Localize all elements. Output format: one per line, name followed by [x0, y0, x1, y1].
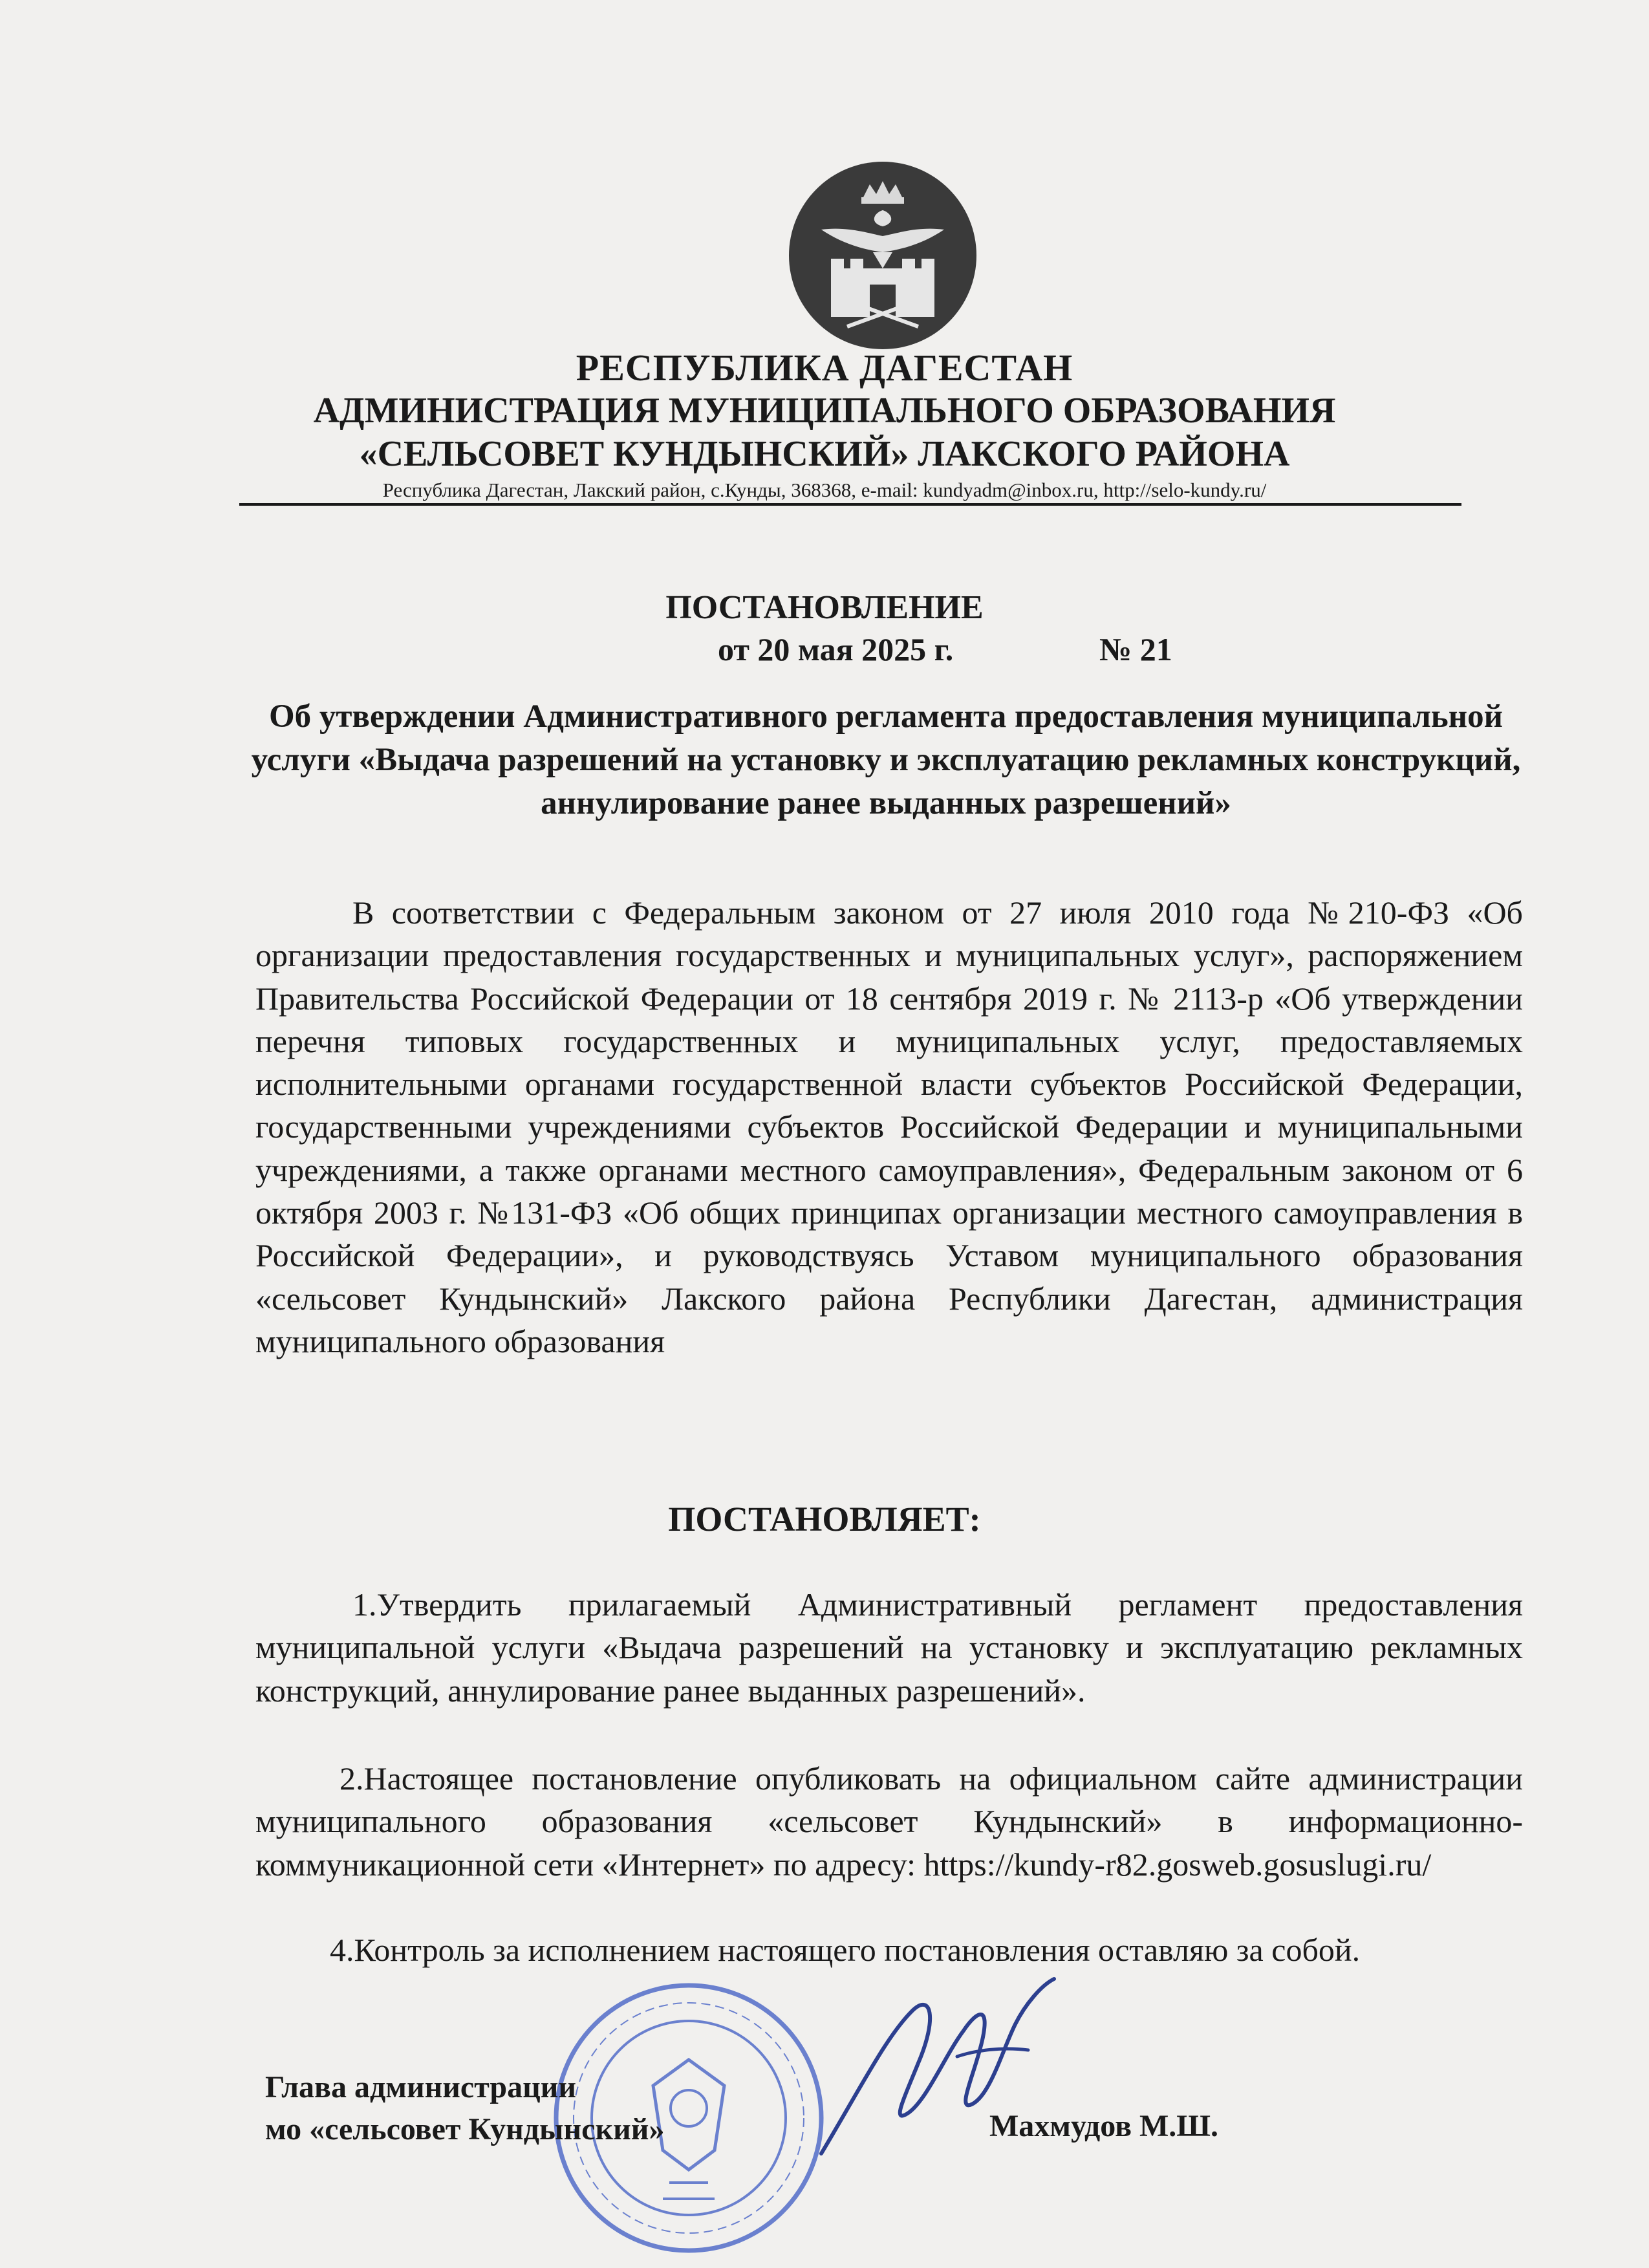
header-address: Республика Дагестан, Лакский район, с.Кунды, 368368, e-mail: kundyadm@inbox.ru, http://selo-kundy.ru/	[382, 479, 1267, 501]
header-municipality: «СЕЛЬСОВЕТ КУНДЫНСКИЙ» ЛАКСКОГО РАЙОНА	[359, 434, 1290, 474]
resolves-heading: ПОСТАНОВЛЯЕТ:	[668, 1500, 981, 1539]
preamble-paragraph: В соответствии с Федеральным законом от 27 июля 2010 года №210-ФЗ «Об организации предоставления государственных и муниципальных услуг», распоряжением Правительства Российской Федерации от 18 сентября 2019 г. № 2113-р «Об утверждении перечня типовых государственных и муниципальных услуг, предоставляемых исполнительными органами государственной власти субъектов Российской Федерации, государственными учреждениями субъектов Российской Федерации и муниципальными учреждениями, а также органами местного самоуправления», Федеральным законом от 6 октября 2003 г. №131-ФЗ «Об общих принципах организации местного самоуправления в Российской Федерации», и руководствуясь Уставом муниципального образования «сельсовет Кундынский» Лакского района Республики Дагестан, администрация муниципального образования	[255, 894, 1523, 1359]
document-type: ПОСТАНОВЛЕНИЕ	[665, 589, 984, 626]
header-divider	[239, 503, 1461, 506]
header-republic: РЕСПУБЛИКА ДАГЕСТАН	[576, 347, 1073, 389]
signatory-role-line2: мо «сельсовет Кундынский»	[265, 2112, 665, 2146]
signatory-role-line1: Глава администрации	[265, 2070, 577, 2104]
list-item: 4.Контроль за исполнением настоящего постановления оставляю за собой.	[330, 1932, 1361, 1968]
document-number: № 21	[1099, 631, 1172, 667]
document-title: Об утверждении Административного регламента предоставления муниципальной услуги «Выдача разрешений на установку и эксплуатацию рекламных конструкций, аннулирование ранее выданных разрешений»	[251, 698, 1521, 821]
signatory-name: Махмудов М.Ш.	[989, 2109, 1218, 2143]
list-item: 1.Утвердить прилагаемый Административный регламент предоставления муниципальной услуги «Выдача разрешений на установку и эксплуатацию рекламных конструкций, аннулирование ранее выданных разрешений».	[255, 1586, 1523, 1709]
header-administration: АДМИНИСТРАЦИЯ МУНИЦИПАЛЬНОГО ОБРАЗОВАНИЯ	[313, 391, 1336, 431]
coat-of-arms-emblem-icon	[782, 162, 983, 349]
list-item: 2.Настоящее постановление опубликовать на официальном сайте администрации муниципального образования «сельсовет Кундынский» в информационно-коммуникационной сети «Интернет» по адресу: https://kundy-r82.gosweb.gosuslugi.ru/	[255, 1760, 1523, 1883]
document-date: от 20 мая 2025 г.	[718, 631, 954, 667]
